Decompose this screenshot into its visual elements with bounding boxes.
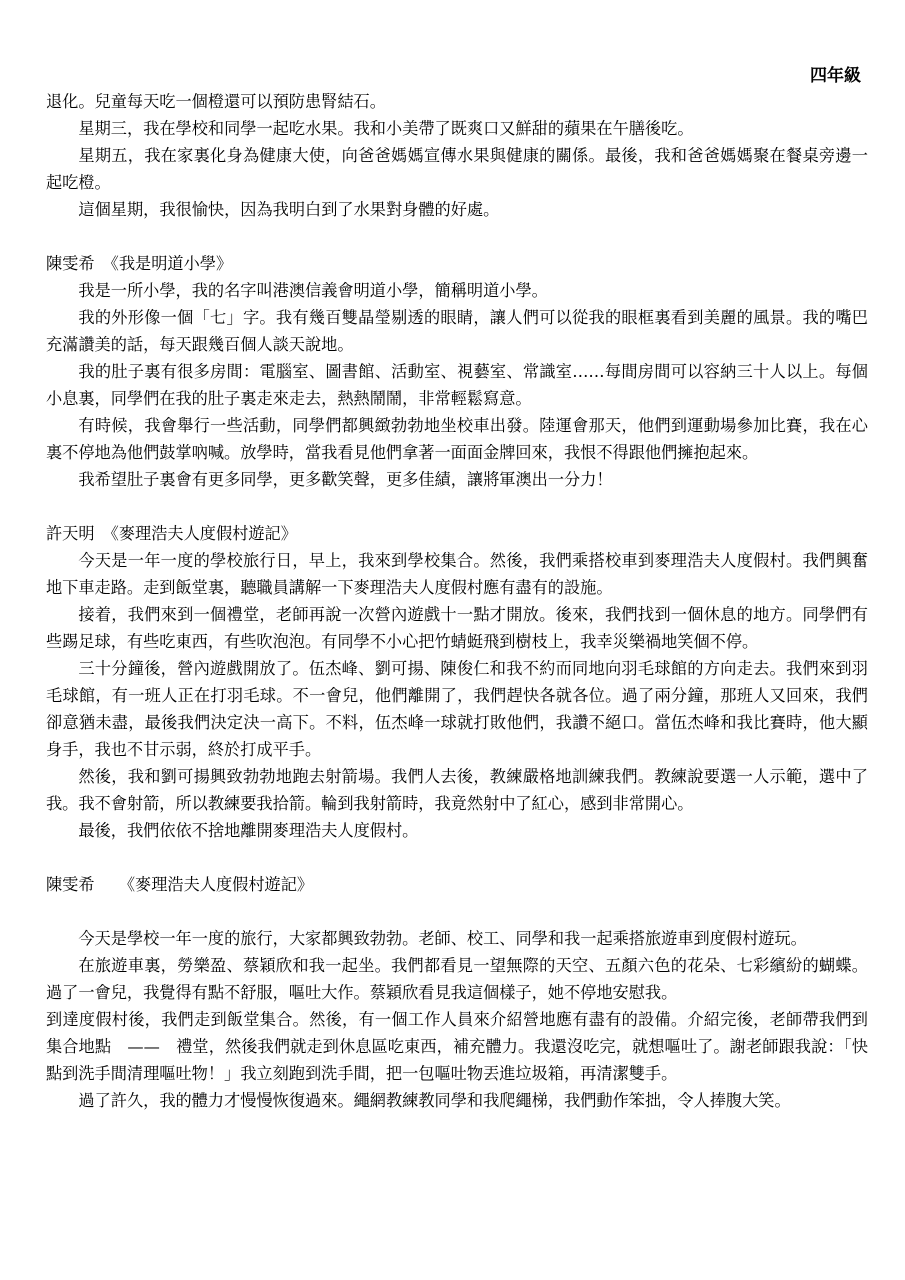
paragraph: 我是一所小學，我的名字叫港澳信義會明道小學，簡稱明道小學。 bbox=[78, 281, 548, 300]
paragraph: 最後，我們依依不捨地離開麥理浩夫人度假村。 bbox=[78, 821, 419, 840]
essay-author: 許天明 bbox=[46, 524, 95, 543]
essay-author: 陳雯希 bbox=[46, 875, 95, 894]
paragraph: 過了許久，我的體力才慢慢恢復過來。繩網教練教同學和我爬繩梯，我們動作笨拙，令人捧腹大笑。 bbox=[78, 1091, 791, 1110]
paragraph: 在旅遊車裏，勞樂盈、蔡穎欣和我一起坐。我們都看見一望無際的天空、五顏六色的花朵、七彩繽紛的蝴蝶。過了一會兒，我覺得有點不舒服，嘔吐大作。蔡穎欣看見我這個樣子，她不停地安慰我。 bbox=[46, 956, 868, 1002]
essay-fruit-continued bbox=[46, 88, 868, 223]
paragraph: 退化。兒童每天吃一個橙還可以預防患腎結石。 bbox=[46, 92, 386, 111]
document-body bbox=[46, 88, 868, 1114]
spacer bbox=[46, 898, 868, 925]
paragraph: 今天是學校一年一度的旅行，大家都興致勃勃。老師、校工、同學和我一起乘搭旅遊車到度假村遊玩。 bbox=[78, 929, 807, 948]
paragraph: 有時候，我會舉行一些活動，同學們都興緻勃勃地坐校車出發。陸運會那天，他們到運動場參加比賽，我在心裏不停地為他們鼓掌吶喊。放學時，當我看見他們拿著一面面金牌回來，我恨不得跟他們擁抱起來。 bbox=[46, 416, 868, 462]
paragraph: 星期三，我在學校和同學一起吃水果。我和小美帶了既爽口又鮮甜的蘋果在午膳後吃。 bbox=[78, 119, 694, 138]
spacer bbox=[46, 844, 868, 871]
essay-heading bbox=[46, 250, 868, 277]
grade-label: 四年級 bbox=[810, 66, 861, 86]
essay-camp-chan bbox=[46, 871, 868, 1114]
paragraph: 我的外形像一個「七」字。我有幾百雙晶瑩剔透的眼睛，讓人們可以從我的眼框裏看到美麗的風景。我的嘴巴充滿讚美的話，每天跟幾百個人談天說地。 bbox=[46, 308, 868, 354]
paragraph: 三十分鐘後，營內遊戲開放了。伍杰峰、劉可揚、陳俊仁和我不約而同地向羽毛球館的方向走去。我們來到羽毛球館，有一班人正在打羽毛球。不一會兒，他們離開了，我們趕快各就各位。過了兩分鐘，那班人又回來，我們卻意猶未盡，最後我們決定決一高下。不料，伍杰峰一球就打敗他們，我讚不絕口。當伍杰峰和我比賽時，他大顯身手，我也不甘示弱，終於打成平手。 bbox=[46, 659, 868, 759]
paragraph: 到達度假村後，我們走到飯堂集合。然後，有一個工作人員來介紹營地應有盡有的設備。介紹完後，老師帶我們到集合地點 —— 禮堂，然後我們就走到休息區吃東西，補充體力。我還沒吃完，就想嘔吐了。謝老師跟我說：「快點到洗手間清理嘔吐物！」我立刻跑到洗手間，把一包嘔吐物丟進垃圾箱，再清潔雙手。 bbox=[46, 1010, 868, 1083]
essay-mingdao bbox=[46, 250, 868, 493]
essay-heading bbox=[46, 520, 868, 547]
essay-author: 陳雯希 bbox=[46, 254, 95, 273]
essay-title: 《我是明道小學》 bbox=[110, 254, 233, 273]
essay-heading bbox=[46, 871, 868, 898]
paragraph: 星期五，我在家裏化身為健康大使，向爸爸媽媽宣傳水果與健康的關係。最後，我和爸爸媽媽聚在餐桌旁邊一起吃橙。 bbox=[46, 146, 868, 192]
paragraph: 今天是一年一度的學校旅行日，早上，我來到學校集合。然後，我們乘搭校車到麥理浩夫人度假村。我們興奮地下車走路。走到飯堂裏，聽職員講解一下麥理浩夫人度假村應有盡有的設施。 bbox=[46, 551, 868, 597]
paragraph: 我的肚子裏有很多房間：電腦室、圖書館、活動室、視藝室、常識室……每間房間可以容納三十人以上。每個小息裏，同學們在我的肚子裏走來走去，熱熱鬧鬧，非常輕鬆寫意。 bbox=[46, 362, 868, 408]
paragraph: 我希望肚子裏會有更多同學，更多歡笑聲，更多佳績，讓將軍澳出一分力！ bbox=[78, 470, 613, 489]
paragraph: 然後，我和劉可揚興致勃勃地跑去射箭場。我們人去後，教練嚴格地訓練我們。教練說要選一人示範，選中了我。我不會射箭，所以教練要我拾箭。輪到我射箭時，我竟然射中了紅心，感到非常開心。 bbox=[46, 767, 868, 813]
essay-title: 《麥理浩夫人度假村遊記》 bbox=[110, 524, 297, 543]
essay-camp-hui bbox=[46, 520, 868, 844]
spacer bbox=[46, 493, 868, 520]
paragraph: 接着，我們來到一個禮堂，老師再說一次營內遊戲十一點才開放。後來，我們找到一個休息的地方。同學們有些踢足球，有些吃東西，有些吹泡泡。有同學不小心把竹蜻蜓飛到樹枝上，我幸災樂禍地笑個不停。 bbox=[46, 605, 868, 651]
paragraph: 這個星期，我很愉快，因為我明白到了水果對身體的好處。 bbox=[78, 200, 500, 219]
spacer bbox=[46, 223, 868, 250]
essay-title: 《麥理浩夫人度假村遊記》 bbox=[126, 875, 314, 894]
